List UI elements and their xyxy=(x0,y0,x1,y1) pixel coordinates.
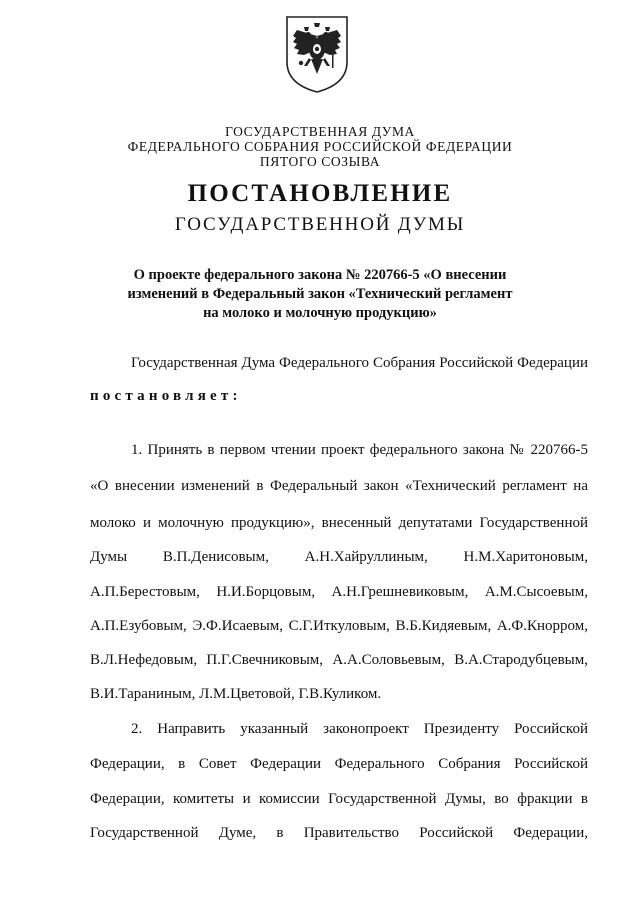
intro-text: Государственная Дума Федерального Собрания Российской Федерации xyxy=(131,355,588,371)
header-line-convocation: ПЯТОГО СОЗЫВА xyxy=(259,154,381,169)
paragraph-1-line: В.И.Тараниным, Л.М.Цветовой, Г.В.Куликом. xyxy=(90,686,382,702)
paragraph-1-line: Думы В.П.Денисовым, А.Н.Хайруллиным, Н.М.Харитоновым, xyxy=(90,549,588,565)
subject-line: изменений в Федеральный закон «Технический регламент xyxy=(127,286,513,302)
subject-line: на молоко и молочную продукцию» xyxy=(203,305,437,321)
paragraph-2-line: Федерации, в Совет Федерации Федерального Собрания Российской xyxy=(90,756,588,772)
paragraph-1-line: А.П.Берестовым, Н.И.Борцовым, А.Н.Грешневиковым, А.М.Сысоевым, xyxy=(90,584,588,600)
header-line-duma: ГОСУДАРСТВЕННАЯ ДУМА xyxy=(225,124,415,139)
paragraph-1-line: А.П.Езубовым, Э.Ф.Исаевым, С.Г.Иткуловым, В.Б.Кидяевым, А.Ф.Кнорром, xyxy=(90,618,588,634)
header-line-assembly: ФЕДЕРАЛЬНОГО СОБРАНИЯ РОССИЙСКОЙ ФЕДЕРАЦИИ xyxy=(127,139,513,154)
paragraph-1-line: В.Л.Нефедовым, П.Г.Свечниковым, А.А.Соловьевым, В.А.Стародубцевым, xyxy=(90,652,588,668)
double-headed-eagle-icon xyxy=(284,14,350,94)
paragraph-2-line: 2. Направить указанный законопроект Президенту Российской xyxy=(131,721,588,737)
paragraph-2-line: Федерации, комитеты и комиссии Государственной Думы, во фракции в xyxy=(90,791,588,807)
decree-word: постановляет: xyxy=(90,388,242,404)
paragraph-2-line: Государственной Думе, в Правительство Российской Федерации, xyxy=(90,825,588,841)
document-title: ПОСТАНОВЛЕНИЕ xyxy=(187,180,453,207)
subject-line: О проекте федерального закона № 220766-5 «О внесении xyxy=(133,267,507,283)
paragraph-1-line: 1. Принять в первом чтении проект федерального закона № 220766-5 xyxy=(131,442,588,458)
paragraph-1-line: «О внесении изменений в Федеральный закон «Технический регламент на xyxy=(90,478,588,494)
document-subtitle: ГОСУДАРСТВЕННОЙ ДУМЫ xyxy=(174,214,466,235)
paragraph-1-line: молоко и молочную продукцию», внесенный депутатами Государственной xyxy=(90,515,588,531)
coat-of-arms-emblem xyxy=(284,14,350,94)
